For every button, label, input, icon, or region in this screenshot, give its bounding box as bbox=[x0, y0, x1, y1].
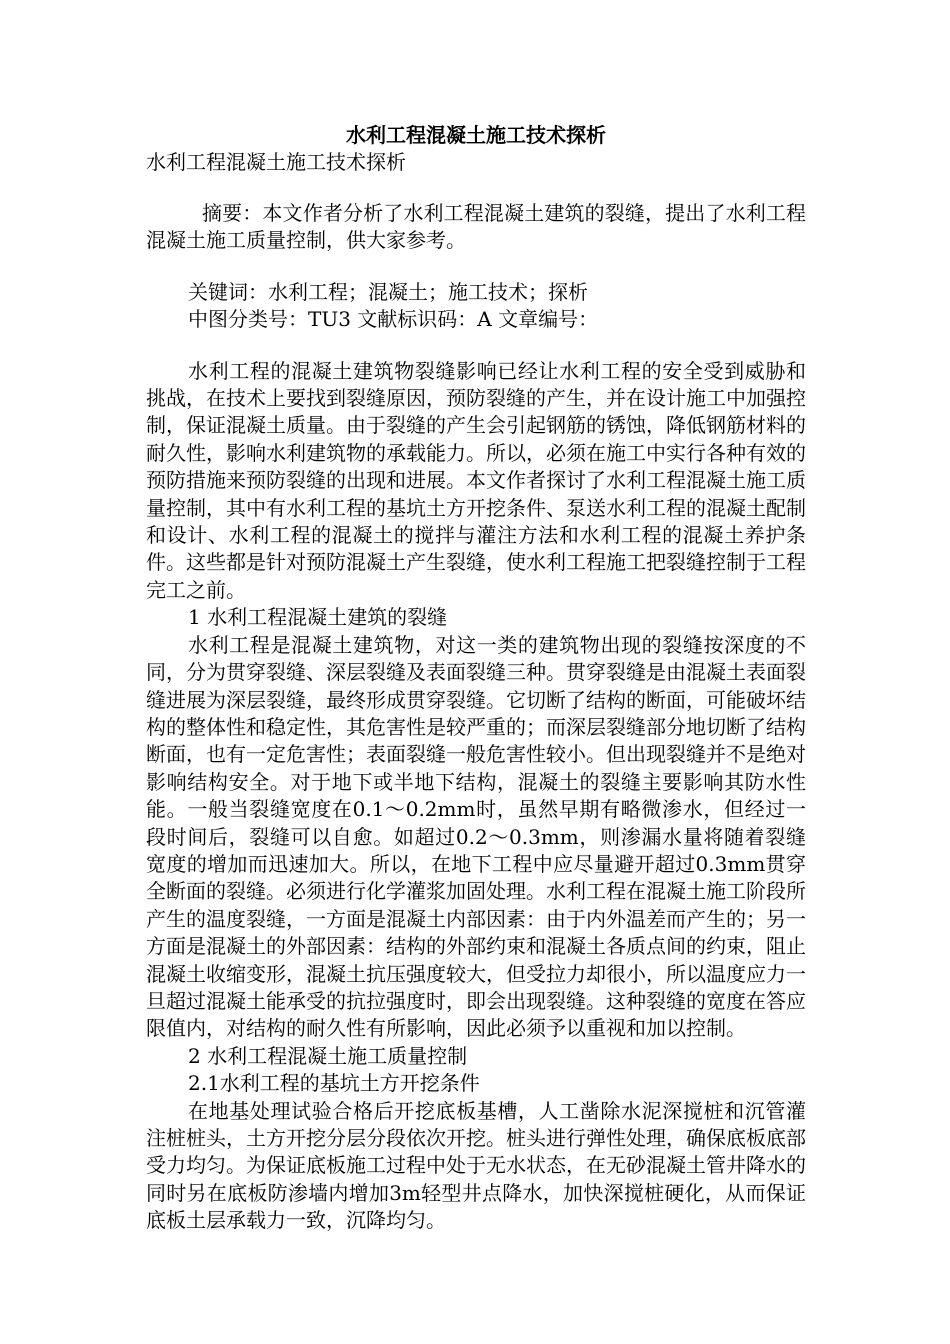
section-1-paragraph: 水利工程是混凝土建筑物，对这一类的建筑物出现的裂缝按深度的不同，分为贯穿裂缝、深层裂缝及表面裂缝三种。贯穿裂缝是由混凝土表面裂缝进展为深层裂缝，最终形成贯穿裂缝。它切断了结构的断面，可能破坏结构的整体性和稳定性，其危害性是较严重的；而深层裂缝部分地切断了结构断面，也有一定危害性；表面裂缝一般危害性较小。但出现裂缝并不是绝对影响结构安全。对于地下或半地下结构，混凝土的裂缝主要影响其防水性能。一般当裂缝宽度在0.1～0.2mm时，虽然早期有略微渗水，但经过一段时间后，裂缝可以自愈。如超过0.2～0.3mm，则渗漏水量将随着裂缝宽度的增加而迅速加大。所以，在地下工程中应尽量避开超过0.3mm贯穿全断面的裂缝。必须进行化学灌浆加固处理。水利工程在混凝土施工阶段所产生的温度裂缝，一方面是混凝土内部因素：由于内外温差而产生的；另一方面是混凝土的外部因素：结构的外部约束和混凝土各质点间的约束，阻止混凝土收缩变形，混凝土抗压强度较大，但受拉力却很小，所以温度应力一旦超过混凝土能承受的抗拉强度时，即会出现裂缝。这种裂缝的宽度在答应限值内，对结构的耐久性有所影响，因此必须予以重视和加以控制。 bbox=[146, 632, 806, 1041]
section-1-heading: 1 水利工程混凝土建筑的裂缝 bbox=[188, 605, 448, 630]
abstract-paragraph: 摘要：本文作者分析了水利工程混凝土建筑的裂缝，提出了水利工程混凝土施工质量控制，供大家参考。 bbox=[146, 201, 806, 253]
section-2-1-heading: 2.1水利工程的基坑土方开挖条件 bbox=[188, 1071, 480, 1096]
keywords-line: 关键词：水利工程；混凝土；施工技术；探析 bbox=[188, 279, 588, 304]
document-subtitle: 水利工程混凝土施工技术探析 bbox=[146, 150, 406, 174]
intro-paragraph: 水利工程的混凝土建筑物裂缝影响已经让水利工程的安全受到威胁和挑战，在技术上要找到裂缝原因，预防裂缝的产生，并在设计施工中加强控制，保证混凝土质量。由于裂缝的产生会引起钢筋的锈蚀，降低钢筋材料的耐久性，影响水利建筑物的承载能力。所以，必须在施工中实行各种有效的预防措施来预防裂缝的出现和进展。本文作者探讨了水利工程混凝土施工质量控制，其中有水利工程的基坑土方开挖条件、泵送水利工程的混凝土配制和设计、水利工程的混凝土的搅拌与灌注方法和水利工程的混凝土养护条件。这些都是针对预防混凝土产生裂缝，使水利工程施工把裂缝控制于工程完工之前。 bbox=[146, 358, 806, 602]
section-2-1-paragraph: 在地基处理试验合格后开挖底板基槽，人工凿除水泥深搅桩和沉管灌注桩桩头，土方开挖分层分段依次开挖。桩头进行弹性处理，确保底板底部受力均匀。为保证底板施工过程中处于无水状态，在无砂混凝土管井降水的同时另在底板防渗墙内增加3m轻型井点降水，加快深搅桩硬化，从而保证底板土层承载力一致，沉降均匀。 bbox=[146, 1098, 806, 1233]
document-body bbox=[146, 122, 806, 1235]
spacer bbox=[146, 176, 806, 200]
spacer bbox=[146, 334, 806, 358]
spacer bbox=[146, 255, 806, 279]
classification-line: 中图分类号：TU3 文献标识码：A 文章编号： bbox=[188, 307, 599, 332]
document-title: 水利工程混凝土施工技术探析 bbox=[346, 123, 606, 147]
section-2-heading: 2 水利工程混凝土施工质量控制 bbox=[188, 1043, 468, 1068]
